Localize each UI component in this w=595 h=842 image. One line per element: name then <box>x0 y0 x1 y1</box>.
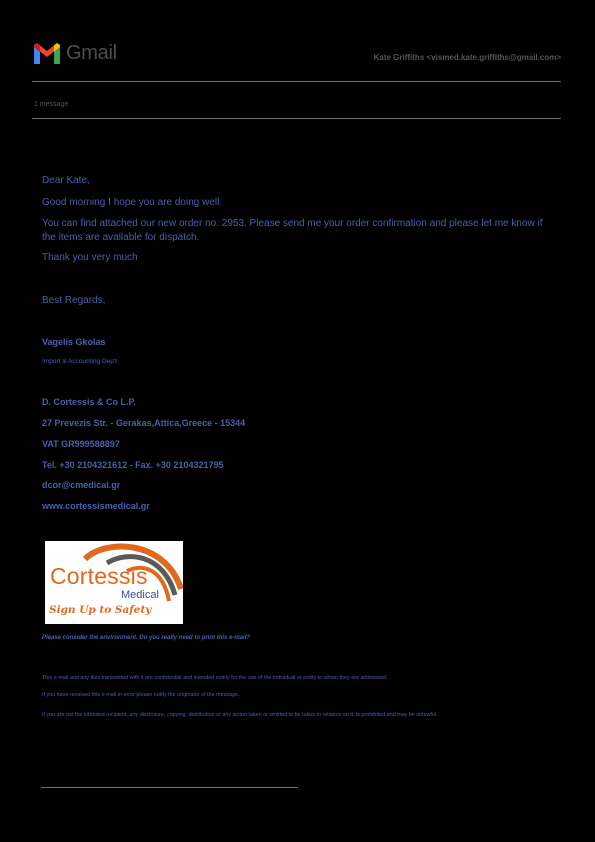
company-vat: VAT GR999588897 <box>42 439 120 449</box>
gmail-logo <box>32 42 117 65</box>
logo-tagline: Sign Up to Safety <box>49 604 152 616</box>
company-address: 27 Prevezis Str. - Gerakas,Attica,Greece - 15344 <box>42 418 246 428</box>
cortessis-logo <box>45 541 183 624</box>
company-phone: Tel. +30 2104321612 - Fax. +30 2104321795 <box>42 460 224 470</box>
signature-name: Vagelis Gkolas <box>42 337 106 347</box>
logo-brand: Cortessis <box>50 563 148 589</box>
legal-notice-1: This e-mail and any files transmitted with it are confidential and intended solely for the use of the individual or entity to whom they are addressed. <box>42 675 388 681</box>
sender-address: Kate Griffiths <vismed.kate.griffiths@gmail.com> <box>373 53 561 62</box>
signature-department: Import & Accounting Dep't <box>42 358 117 365</box>
legal-notice-2: If you have received this e-mail in error please notify the originator of the message. <box>42 692 240 698</box>
greeting: Dear Kate, <box>42 175 90 186</box>
body-line-2: You can find attached our new order no. 2953. Please send me your order confirmation and please let me know if the items are available for dispatch. <box>42 218 543 243</box>
gmail-m-icon <box>32 43 62 65</box>
company-email-link[interactable]: dcor@cmedical.gr <box>42 480 121 490</box>
header-divider <box>32 81 561 82</box>
environment-notice: Please consider the environment. Do you really need to print this e-mail? <box>42 635 251 641</box>
logo-sub: Medical <box>121 589 159 601</box>
closing: Best Regards, <box>42 295 106 306</box>
legal-notice-3: If you are not the intended recipient, any disclosure, copying, distribution or any action taken or omitted to be taken in reliance on it, is prohibited and may be unlawful. <box>42 712 438 718</box>
body-line-3: Thank you very much <box>42 252 138 263</box>
body-line-1: Good morning I hope you are doing well. <box>42 197 223 208</box>
gmail-wordmark: Gmail <box>66 42 117 64</box>
company-name: D. Cortessis & Co L.P. <box>42 397 136 407</box>
thread-divider <box>32 118 561 119</box>
bottom-divider <box>41 787 298 788</box>
company-website-link[interactable]: www.cortessismedical.gr <box>42 501 150 511</box>
message-count: 1 message <box>34 101 69 108</box>
